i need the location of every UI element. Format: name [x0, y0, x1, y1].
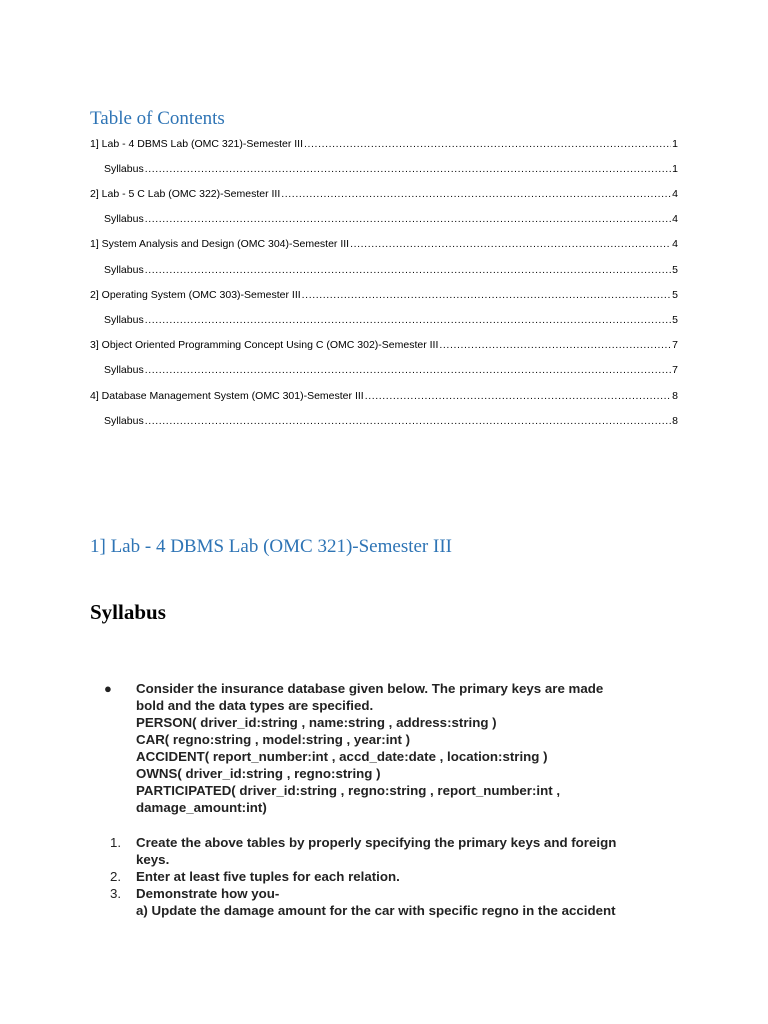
toc-entry[interactable] [90, 288, 678, 302]
item-number: 1. [110, 835, 122, 850]
toc-entry-label: Syllabus [104, 364, 144, 376]
bullet-line: ACCIDENT( report_number:int , accd_date:date , location:string ) [136, 749, 548, 764]
toc-entry[interactable] [104, 212, 678, 226]
toc-entry-label: Syllabus [104, 415, 144, 427]
item-line: Demonstrate how you- [136, 886, 280, 901]
toc-entry[interactable] [104, 263, 678, 277]
toc-dot-leader [281, 187, 671, 201]
bullet-dot-icon: ● [104, 681, 112, 696]
toc-entry-label: 4] Database Management System (OMC 301)-Semester III [90, 390, 364, 402]
item-line: Enter at least five tuples for each relation. [136, 869, 400, 884]
toc-dot-leader [145, 263, 671, 277]
toc-entry[interactable] [90, 237, 678, 251]
toc-entry-page: 5 [672, 289, 678, 301]
section-heading: 1] Lab - 4 DBMS Lab (OMC 321)-Semester III [90, 536, 452, 557]
bullet-line: OWNS( driver_id:string , regno:string ) [136, 766, 381, 781]
toc-entry[interactable] [104, 363, 678, 377]
bullet-line: damage_amount:int) [136, 800, 267, 815]
toc-entry[interactable] [104, 162, 678, 176]
toc-entry-label: 1] System Analysis and Design (OMC 304)-Semester III [90, 238, 350, 250]
toc-entry-label: Syllabus [104, 314, 144, 326]
toc-dot-leader [365, 389, 671, 403]
toc-entry[interactable] [104, 414, 678, 428]
toc-entry-page: 4 [672, 238, 678, 250]
toc-entry-label: Syllabus [104, 264, 144, 276]
toc-entry-page: 1 [672, 138, 678, 150]
numbered-item [110, 834, 670, 868]
toc-entry-page: 8 [672, 415, 678, 427]
toc-entry-page: 7 [672, 339, 678, 351]
toc-entry[interactable] [104, 313, 678, 327]
toc-dot-leader [302, 288, 672, 302]
toc-entry-page: 8 [672, 390, 678, 402]
toc-dot-leader [439, 338, 671, 352]
toc-dot-leader [145, 313, 671, 327]
toc-entry[interactable] [90, 338, 678, 352]
toc-entry-label: 2] Lab - 5 C Lab (OMC 322)-Semester III [90, 188, 281, 200]
item-line: a) Update the damage amount for the car with specific regno in the accident [136, 903, 616, 918]
toc-entry-page: 5 [672, 264, 678, 276]
item-line: Create the above tables by properly specifying the primary keys and foreign [136, 835, 617, 850]
toc-dot-leader [350, 237, 671, 251]
toc-entry-label: 2] Operating System (OMC 303)-Semester III [90, 289, 301, 301]
numbered-list [110, 834, 670, 919]
toc-entry-page: 7 [672, 364, 678, 376]
section-subheading: Syllabus [90, 600, 166, 624]
toc-entry[interactable] [90, 187, 678, 201]
toc-dot-leader [145, 414, 671, 428]
toc-entry-page: 4 [672, 213, 678, 225]
toc-dot-leader [145, 212, 671, 226]
toc-dot-leader [145, 162, 671, 176]
toc-entry-label: Syllabus [104, 163, 144, 175]
numbered-item [110, 868, 670, 885]
toc-entry-label: 3] Object Oriented Programming Concept Using C (OMC 302)-Semester III [90, 339, 439, 351]
toc-entry-page: 4 [672, 188, 678, 200]
toc-entry-label: 1] Lab - 4 DBMS Lab (OMC 321)-Semester III [90, 138, 303, 150]
toc-title: Table of Contents [90, 108, 225, 129]
bullet-line: Consider the insurance database given below. The primary keys are made [136, 681, 604, 696]
bullet-line: PARTICIPATED( driver_id:string , regno:string , report_number:int , [136, 783, 561, 798]
toc-entry[interactable] [90, 137, 678, 151]
item-number: 2. [110, 869, 122, 884]
toc-dot-leader [304, 137, 671, 151]
numbered-item [110, 885, 670, 919]
bullet-line: PERSON( driver_id:string , name:string , address:string ) [136, 715, 497, 730]
toc-entry[interactable] [90, 389, 678, 403]
item-line: keys. [136, 852, 170, 867]
toc-dot-leader [145, 363, 671, 377]
item-number: 3. [110, 886, 122, 901]
toc-entry-page: 5 [672, 314, 678, 326]
toc-entry-label: Syllabus [104, 213, 144, 225]
bullet-line: CAR( regno:string , model:string , year:int ) [136, 732, 411, 747]
toc-entry-page: 1 [672, 163, 678, 175]
bullet-line: bold and the data types are specified. [136, 698, 374, 713]
bullet-item [104, 680, 670, 816]
